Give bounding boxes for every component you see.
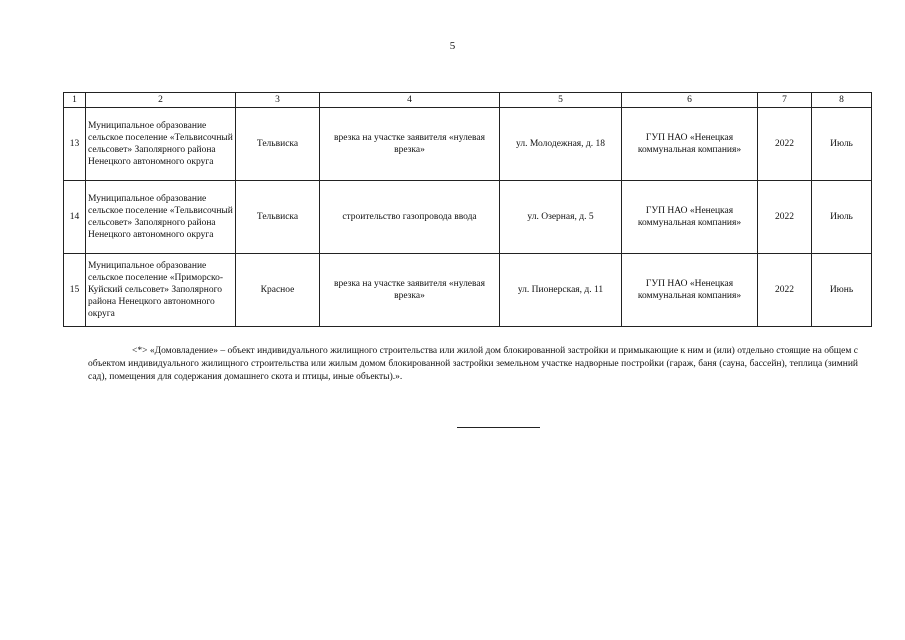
row-number-cell: 14 — [64, 181, 86, 254]
table-row — [64, 181, 872, 254]
table-row — [64, 108, 872, 181]
column-header: 8 — [812, 93, 872, 108]
year-cell: 2022 — [758, 254, 812, 327]
column-header: 6 — [622, 93, 758, 108]
table-row — [64, 254, 872, 327]
address-cell: ул. Озерная, д. 5 — [500, 181, 622, 254]
municipality-cell: Муниципальное образование сельское поселение «Тельвисочный сельсовет» Заполярного района Ненецкого автономного округа — [86, 181, 236, 254]
settlement-cell: Тельвиска — [236, 108, 320, 181]
year-cell: 2022 — [758, 181, 812, 254]
organization-cell: ГУП НАО «Ненецкая коммунальная компания» — [622, 108, 758, 181]
month-cell: Июль — [812, 108, 872, 181]
municipality-cell: Муниципальное образование сельское поселение «Приморско-Куйский сельсовет» Заполярного района Ненецкого автономного округа — [86, 254, 236, 327]
municipality-cell: Муниципальное образование сельское поселение «Тельвисочный сельсовет» Заполярного района Ненецкого автономного округа — [86, 108, 236, 181]
column-header: 7 — [758, 93, 812, 108]
settlement-cell: Красное — [236, 254, 320, 327]
work-type-cell: врезка на участке заявителя «нулевая врезка» — [320, 108, 500, 181]
page-number: 5 — [449, 40, 456, 52]
column-header: 2 — [86, 93, 236, 108]
row-number-cell: 15 — [64, 254, 86, 327]
work-type-cell: врезка на участке заявителя «нулевая врезка» — [320, 254, 500, 327]
organization-cell: ГУП НАО «Ненецкая коммунальная компания» — [622, 181, 758, 254]
settlement-cell: Тельвиска — [236, 181, 320, 254]
month-cell: Июнь — [812, 254, 872, 327]
year-cell: 2022 — [758, 108, 812, 181]
organization-cell: ГУП НАО «Ненецкая коммунальная компания» — [622, 254, 758, 327]
month-cell: Июль — [812, 181, 872, 254]
closing-divider-line — [457, 427, 540, 428]
row-number-cell: 13 — [64, 108, 86, 181]
column-header: 3 — [236, 93, 320, 108]
footnote: <*> «Домовладение» – объект индивидуального жилищного строительства или жилой дом блокированной застройки и примыкающие к ним и (или) отдельно стоящие на общем с объектом индивидуального жилищного строительства или жилым домом блокированной застройки земельном участке надворные постройки (гараж, баня (сауна, бассейн), теплица (зимний сад), помещения для содержания домашнего скота и птицы, иные объекты).». — [88, 346, 858, 382]
data-table — [63, 92, 872, 327]
address-cell: ул. Молодежная, д. 18 — [500, 108, 622, 181]
column-header: 5 — [500, 93, 622, 108]
table-header-row — [64, 93, 872, 108]
address-cell: ул. Пионерская, д. 11 — [500, 254, 622, 327]
column-header: 4 — [320, 93, 500, 108]
column-header: 1 — [64, 93, 86, 108]
work-type-cell: строительство газопровода ввода — [320, 181, 500, 254]
